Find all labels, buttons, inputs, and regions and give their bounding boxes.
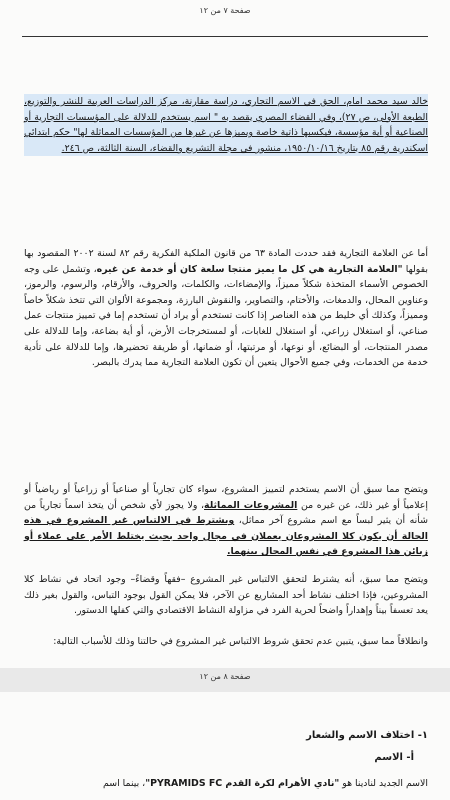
- page-header: صفحة ٨ من ١٢: [199, 672, 251, 681]
- new-name-intro: الاسم الجديد لنادينا هو: [339, 778, 428, 789]
- section-heading: ١- اختلاف الاسم والشعار: [306, 730, 428, 741]
- trademark-definition: "العلامة التجارية هي كل ما يميز منتجا سلعة كان أو خدمة عن غيره: [96, 263, 403, 275]
- trademark-details: ، وتشمل على وجه الخصوص الأسماء المتخذة شكلاً مميزاً، والإمضاءات، والكلمات، والحروف، والأرقام، والرسوم، والرموز، وعناوين المحال، والدمغات، والأختام، والتصاوير، والنقوش البارزة، ومجموعة الألوان التي تتخذ شكلاً خاصاً ومميزاً، وكذلك أي خليط من هذه العناصر إذا كانت تستخدم أو يراد أن تستخدم إما في تمييز منتجات عمل صناعي، أو استغلال زراعي، أو استغلال للغابات، أو لمستخرجات الأرض، أو أية بضاعة، وإما للدلالة على مصدر المنتجات، أو البضائع، أو نوعها، أو مرتبتها، أو ضمانها، أو طريقة تحضيرها، وإما للدلالة على تأدية خدمة من الخدمات، وفي جميع الأحوال يتعين أن تكون العلامة التجارية مما يدرك بالبصر.: [24, 263, 428, 369]
- header-rule: [22, 36, 428, 37]
- new-name-continuation: ، بينما اسم: [102, 778, 146, 789]
- document-page-8: [0, 672, 450, 800]
- trademark-paragraph: [24, 246, 428, 371]
- club-name-text: "نادي الأهرام لكرة القدم PYRAMIDS FC": [145, 778, 340, 789]
- name-purpose-middle: ، ولا يجوز لأي شخص أن يتخذ اسماً تجارياً من شأنه أن يثير لبساً مع اسم مشروع آخر مماثل،: [24, 499, 429, 527]
- activity-condition-paragraph: [24, 572, 428, 619]
- conclusion-paragraph: [24, 634, 428, 650]
- name-purpose-paragraph: [24, 482, 428, 560]
- citation-paragraph: [24, 94, 428, 156]
- activity-condition-text: ويتضح مما سبق، أنه يشترط لتحقق الالتباس غير المشروع –فقهاً وقضاءً– وجود اتحاد في نشاط كلا المشروعين، فإذا اختلف نشاط أحد المشاريع عن الآخر، فلا يمكن القول بوجود التباس، والقول بغير ذلك يعد تعسفاً بيناً وإهداراً واضحاً لحرية الفرد في مزاولة النشاط الاقتصادي والتي كفلها الدستور.: [24, 574, 428, 617]
- name-purpose-intro: ويتضح مما سبق أن الاسم يستخدم لتمييز المشروع، سواء كان تجارياً أو صناعياً أو زراعياً أو رياضياً أو إعلامياً أو غير ذلك، عن غيره من: [24, 484, 428, 511]
- new-name-paragraph: [24, 776, 428, 792]
- page-header: صفحة ٧ من ١٢: [199, 6, 251, 15]
- confusion-condition-text: ويشترط في الالتباس غير المشروع في هذه الحالة أن يكون كلا المشروعان يعملان في مجال واحد بحيث يختلط الأمر على عملاء أو زبائن هذا المشروع في نفس المجال بينهما.: [24, 515, 428, 558]
- conclusion-text: وانطلاقاً مما سبق، يتبين عدم تحقق شروط الالتباس غير المشروع في حالتنا وذلك للأسباب التالية:: [53, 636, 428, 647]
- similar-projects-text: المشروعات المماثلة: [204, 499, 298, 511]
- citation-text: خالد سيد محمد امام، الحق في الاسم التجاري، دراسة مقارنة، مركز الدراسات العربية للنشر والتوزيع، الطبعة الأولى، ص ٢٧)، وفي القضاء المصري يقصد به " اسم يستخدم للدلالة على المؤسسات التجارية أو الصناعية أو أية مؤسسة، فيكسبها ذاتية خاصة ويميزها عن غيرها من المؤسسات المماثلة لها" حكم ابتدائي اسكندرية رقم ٨٥ بتاريخ ١٩٥٠/١٠/١٦، منشور في مجلة التشريع والقضاء، السنة الثالثة، ص ٢٤٦.: [24, 94, 428, 156]
- subsection-heading: أ- الاسم: [374, 752, 414, 763]
- trademark-intro: أما عن العلامة التجارية فقد حددت المادة ٦٣ من قانون الملكية الفكرية رقم ٨٢ لسنة ٢٠٠٢ المقصود بها بقولها: [24, 248, 428, 275]
